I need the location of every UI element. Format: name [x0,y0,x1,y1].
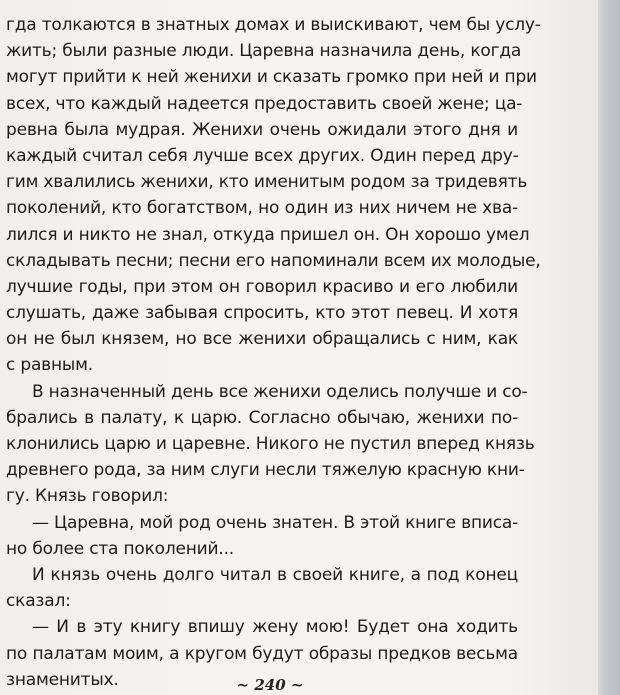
body-text [6,12,541,693]
text-line: он не был князем, но все женихи обращались с ним, как [6,329,518,350]
text-line: клонились царю и царевне. Никого не пустил вперед князь [6,434,535,454]
text-line: — И в эту книгу впишу жену мою! Будет она ходить [32,617,518,638]
text-line: лучшие годы, при этом он говорил красиво и его любили [6,276,518,297]
page-edge [598,0,620,695]
text-line: каждый считал себя лучше всех других. Один перед дру- [6,145,519,166]
text-line: поколений, кто богатством, но один из них ничем не хва- [6,198,518,219]
text-line: всех, что каждый надеется предоставить своей жене; ца- [6,93,523,114]
text-line: жить; были разные люди. Царевна назначила день, когда [6,41,522,62]
text-line: слушать, даже забывая спросить, кто этот певец. И хотя [6,303,518,324]
page-number: ~ 240 ~ [236,676,304,694]
text-line: гда толкаются в знатных домах и выискивают, чем бы услу- [6,15,541,35]
text-line: по палатам моим, а кругом будут образы предков весьма [6,643,518,664]
text-line: — Царевна, мой род очень знатен. В этой книге вписа- [32,512,519,533]
text-line: могут прийти к ней женихи и сказать громко при ней и при [6,67,537,88]
text-line: лился и никто не знал, откуда пришел он. Он хорошо умел [6,224,530,245]
text-line: брались в палату, к царю. Согласно обычаю, женихи по- [6,407,518,428]
text-line: древнего рода, за ним слуги несли тяжелую красную кни- [6,460,525,481]
text-line: гим хвалились женихи, кто именитым родом за тридевять [6,172,528,193]
text-line: складывать песни; песни его напоминали всем их молодые, [6,250,541,271]
text-line: В назначенный день все женихи оделись получше и со- [32,381,528,402]
text-line: сказал: [6,591,71,612]
text-line: но более ста поколений... [6,538,234,559]
text-line: гу. Князь говорил: [6,486,169,507]
text-line: И князь очень долго читал в своей книге, а под конец [32,564,518,585]
text-line: ревна была мудрая. Женихи очень ожидали этого дня и [6,119,518,140]
text-line: с равным. [6,355,93,376]
text-line: знаменитых. [6,669,119,690]
